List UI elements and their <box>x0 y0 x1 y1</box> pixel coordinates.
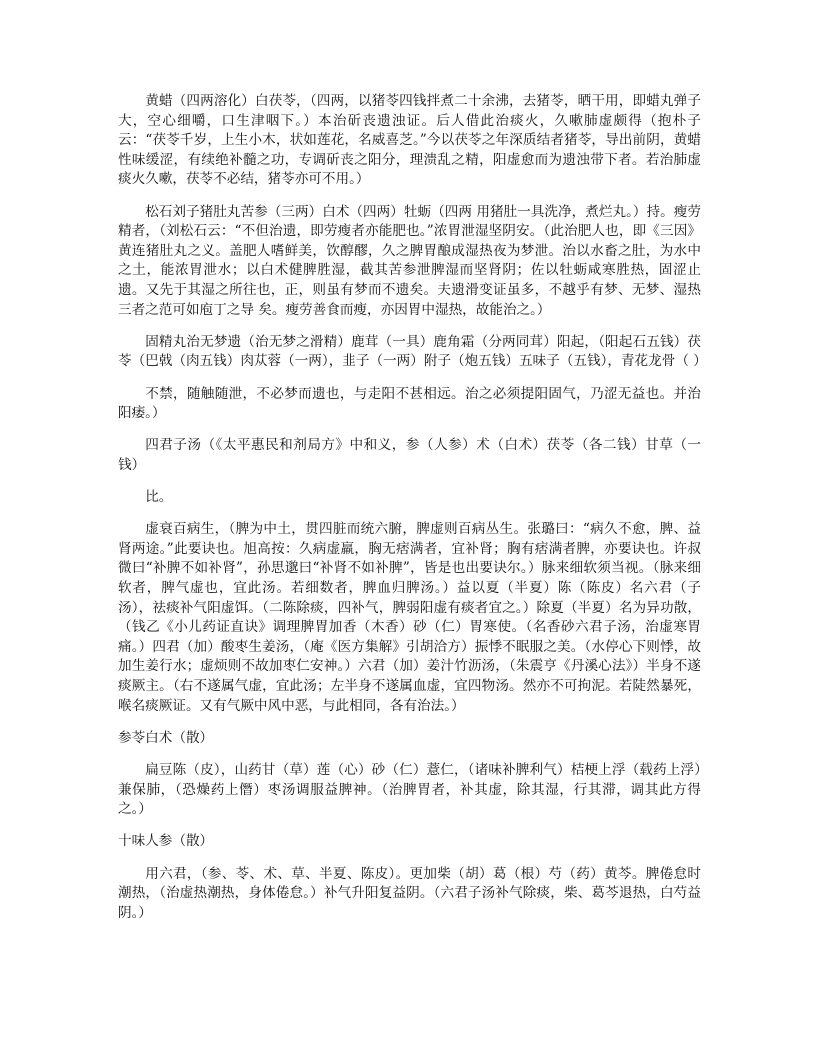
paragraph-zhudu-wan: 松石刘子猪肚丸苦参（三两）白术（四两）牡蛎（四两 用猪肚一具洗净，煮烂丸。）持。瘦劳精者，（刘松石云：“不但治遗，即劳瘦者亦能肥也。”浓胃泄湿坚阴安。（此治肥人也，即《三因》黄连猪肚丸之义。盖肥人嗜鲜美，饮醇醪，久之脾胃酿成湿热夜为梦泄。治以水畜之肚，为水中之土，能浓胃泄水；以白术健脾胜湿，截其苦参泄脾湿而坚肾阴；佐以牡蛎咸寒胜热，固涩止遗。又先于其湿之所往也，正，则虽有梦而不遗矣。夫遗滑变证虽多，不越乎有梦、无梦、湿热三者之范可如庖丁之导 矣。瘦劳善食而瘦，亦因胃中湿热，故能治之。） <box>118 203 701 318</box>
heading-shenling-baizhu: 参苓白术（散） <box>118 729 214 746</box>
heading-shiwei-renshen: 十味人参（散） <box>118 833 214 850</box>
paragraph-huangla: 黄蜡（四两溶化）白茯苓，（四两，以猪苓四钱拌煮二十余沸，去猪苓，晒干用，即蜡丸弹子大，空心细嚼，口生津咽下。）本治斫丧遗浊证。后人借此治痰火，久嗽肺虚颇得（抱朴子云：“茯苓千岁，上生小木，状如莲花，名威喜芝。”今以茯苓之年深质结者猪苓，导出前阴，黄蜡性味缓涩，有续绝补髓之功，专调斫丧之阳分，理溃乱之精，阳虚愈而为遗浊带下者。若治肺虚痰火久嗽，茯苓不必结，猪苓亦可不用。） <box>118 93 701 188</box>
document-page <box>118 92 707 936</box>
paragraph-sijunzi-tang: 四君子汤（《太平惠民和剂局方》中和义，参（人参）术（白术）茯苓（各二钱）甘草（一钱） <box>118 437 701 473</box>
paragraph-bi: 比。 <box>145 489 173 506</box>
paragraph-bujin: 不禁，随触随泄，不必梦而遗也，与走阳不甚相远。治之必须提阳固气，乃涩无益也。并治阳痿。） <box>118 385 701 422</box>
paragraph-biandou: 扁豆陈（皮），山药甘（草）莲（心）砂（仁）薏仁，（诸味补脾利气）桔梗上浮（载药上浮）兼保肺，（恐燥药上僭）枣汤调服益脾神。（治脾胃者，补其虚，除其湿，行其滞，调其此方得之。） <box>118 761 701 818</box>
paragraph-liujun: 用六君，（参、苓、术、草、半夏、陈皮）。更加柴（胡）葛（根）芍（药）黄芩。脾倦怠时潮热，（治虚热潮热，身体倦怠。）补气升阳复益阴。（六君子汤补气除痰，柴、葛芩退热，白芍益阴。） <box>118 865 701 921</box>
paragraph-gujing-wan: 固精丸治无梦遗（治无梦之滑精）鹿茸（一具）鹿角霜（分两同茸）阳起，（阳起石五钱）茯苓（巴戟（肉五钱）肉苁蓉（一两），韭子（一两）附子（炮五钱）五味子（五钱），青花龙骨（ ） <box>118 333 707 370</box>
paragraph-xushuai: 虚衰百病生，（脾为中土，贯四脏而统六腑，脾虚则百病丛生。张璐曰：“病久不愈，脾、益肾两途。”此要诀也。旭高按：久病虚羸，胸无痞满者，宜补肾；胸有痞满者脾，亦要诀也。许叔微曰“补脾不如补肾”，孙思邈曰“补肾不如补脾”，皆是也出要诀尔。）脉来细软须当视。（脉来细软者，脾气虚也，宜此汤。若细数者，脾血归脾汤。）益以夏（半夏）陈（陈皮）名六君（子汤），祛痰补气阳虚饵。（二陈除痰，四补气，脾弱阳虚有痰者宜之。）除夏（半夏）名为异功散，（钱乙《小儿药证直诀》调理脾胃加香（木香）砂（仁）胃寒使。（名香砂六君子汤，治虚寒胃痛。）四君（加）酸枣生姜汤，（庵《医方集解》引胡洽方）振悸不眠服之美。（水停心下则悸，故加生姜行水；虚烦则不故加枣仁安神。）六君（加）姜汁竹沥汤，（朱震亨《丹溪心法》）半身不遂痰厥主。（右不遂属气虚，宜此汤；左半身不遂属血虚，宜四物汤。然亦不可拘泥。若陡然暴死，喉名痰厥证。又有气厥中风中恶，与此相同，各有治法。） <box>118 521 701 714</box>
